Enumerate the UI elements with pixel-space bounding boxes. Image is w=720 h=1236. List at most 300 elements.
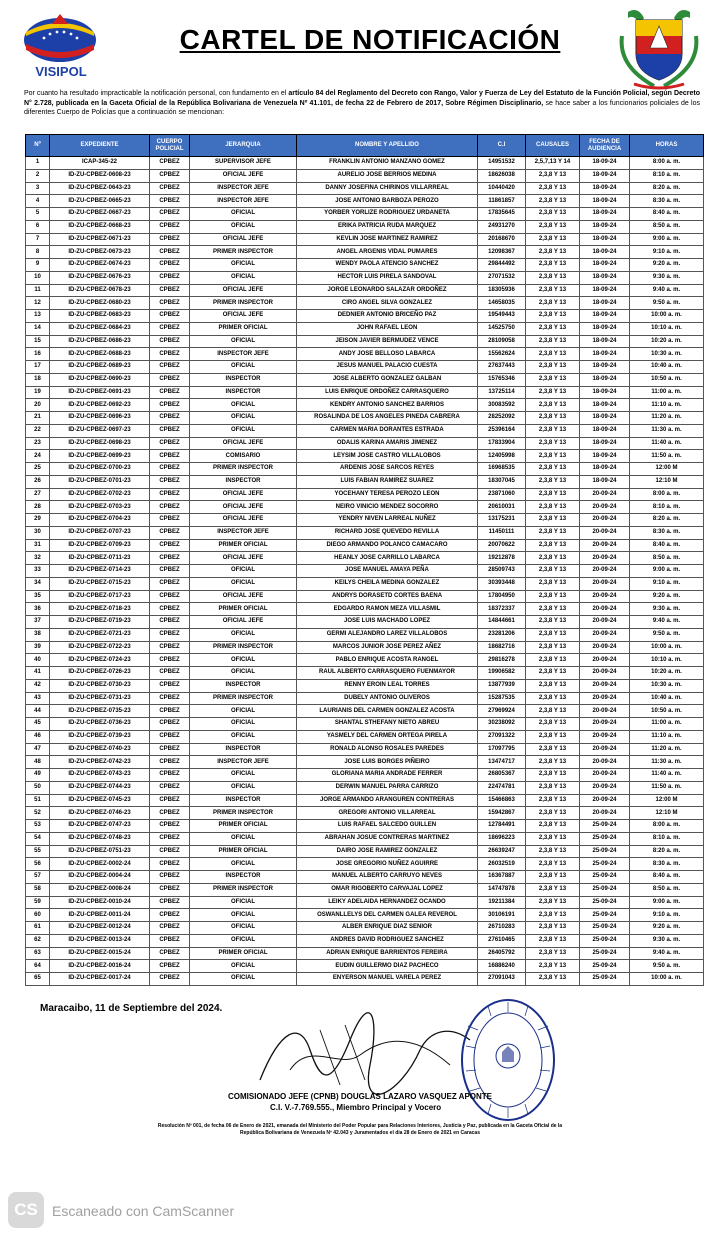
table-cell: 8:50 a. m. bbox=[630, 552, 704, 565]
table-row bbox=[26, 922, 704, 935]
place-and-date: Maracaibo, 11 de Septiembre del 2024. bbox=[40, 1003, 223, 1014]
table-cell: ID-ZU-CPBEZ-0696-23 bbox=[50, 412, 150, 425]
table-cell: ID-ZU-CPBEZ-0671-23 bbox=[50, 233, 150, 246]
table-cell: YORBER YORLIZE RODRIGUEZ URDANETA bbox=[297, 208, 478, 221]
table-cell: CPBEZ bbox=[150, 565, 190, 578]
table-cell: 8:30 a. m. bbox=[630, 526, 704, 539]
table-cell: 28109058 bbox=[478, 335, 526, 348]
table-cell: CPBEZ bbox=[150, 169, 190, 182]
table-cell: CPBEZ bbox=[150, 756, 190, 769]
table-cell: PABLO ENRIQUE ACOSTA RANGEL bbox=[297, 654, 478, 667]
table-cell: 43 bbox=[26, 692, 50, 705]
table-cell: OFICIAL bbox=[190, 335, 297, 348]
table-cell: CPBEZ bbox=[150, 514, 190, 527]
table-cell: INSPECTOR bbox=[190, 386, 297, 399]
table-cell: RENNY EROIN LEAL TORRES bbox=[297, 679, 478, 692]
table-cell: 20-09-24 bbox=[580, 616, 630, 629]
table-cell: 18-09-24 bbox=[580, 450, 630, 463]
table-cell: 14844661 bbox=[478, 616, 526, 629]
table-cell: OFICIAL JEFE bbox=[190, 169, 297, 182]
table-row bbox=[26, 858, 704, 871]
table-cell: CPBEZ bbox=[150, 781, 190, 794]
table-cell: OFICIAL bbox=[190, 832, 297, 845]
table-cell: LEIKY ADELAIDA HERNANDEZ OCANDO bbox=[297, 896, 478, 909]
table-cell: 18372337 bbox=[478, 603, 526, 616]
table-cell: ID-ZU-CPBEZ-0667-23 bbox=[50, 208, 150, 221]
table-cell: 14747878 bbox=[478, 883, 526, 896]
table-cell: 2,3,8 Y 13 bbox=[526, 195, 580, 208]
table-cell: 20-09-24 bbox=[580, 705, 630, 718]
table-cell: 19211384 bbox=[478, 896, 526, 909]
table-cell: 2,3,8 Y 13 bbox=[526, 845, 580, 858]
table-cell: SUPERVISOR JEFE bbox=[190, 157, 297, 170]
table-cell: 63 bbox=[26, 947, 50, 960]
table-cell: JEISON JAVIER BERMUDEZ VENCE bbox=[297, 335, 478, 348]
table-cell: 2,3,8 Y 13 bbox=[526, 373, 580, 386]
table-cell: OFICIAL JEFE bbox=[190, 552, 297, 565]
table-cell: 9:50 a. m. bbox=[630, 960, 704, 973]
table-cell: OFICIAL JEFE bbox=[190, 437, 297, 450]
table-row bbox=[26, 616, 704, 629]
table-row bbox=[26, 603, 704, 616]
table-cell: LAURIANIS DEL CARMEN GONZALEZ ACOSTA bbox=[297, 705, 478, 718]
table-cell: 8:10 a. m. bbox=[630, 169, 704, 182]
table-cell: 21 bbox=[26, 412, 50, 425]
table-cell: ANGEL ARGENIS VIDAL PUMARES bbox=[297, 246, 478, 259]
table-cell: ID-ZU-CPBEZ-0717-23 bbox=[50, 590, 150, 603]
table-row bbox=[26, 565, 704, 578]
table-cell: 13725114 bbox=[478, 386, 526, 399]
table-cell: ID-ZU-CPBEZ-0668-23 bbox=[50, 220, 150, 233]
table-cell: OFICIAL bbox=[190, 654, 297, 667]
table-row bbox=[26, 590, 704, 603]
table-row bbox=[26, 896, 704, 909]
column-header: CAUSALES bbox=[526, 135, 580, 157]
table-cell: COMISARIO bbox=[190, 450, 297, 463]
table-cell: 48 bbox=[26, 756, 50, 769]
table-cell: ICAP-345-22 bbox=[50, 157, 150, 170]
table-cell: CPBEZ bbox=[150, 718, 190, 731]
table-cell: 34 bbox=[26, 577, 50, 590]
table-cell: ID-ZU-CPBEZ-0743-23 bbox=[50, 769, 150, 782]
table-cell: 52 bbox=[26, 807, 50, 820]
table-cell: 29 bbox=[26, 514, 50, 527]
table-cell: CPBEZ bbox=[150, 373, 190, 386]
table-cell: 6 bbox=[26, 220, 50, 233]
table-cell: ID-ZU-CPBEZ-0739-23 bbox=[50, 730, 150, 743]
table-cell: 2,3,8 Y 13 bbox=[526, 909, 580, 922]
table-cell: 33 bbox=[26, 565, 50, 578]
table-cell: ID-ZU-CPBEZ-0691-23 bbox=[50, 386, 150, 399]
table-cell: PRIMER INSPECTOR bbox=[190, 883, 297, 896]
table-cell: 15 bbox=[26, 335, 50, 348]
table-row bbox=[26, 539, 704, 552]
table-cell: 10 bbox=[26, 271, 50, 284]
table-cell: 20-09-24 bbox=[580, 641, 630, 654]
table-cell: 32 bbox=[26, 552, 50, 565]
table-cell: HECTOR LUIS PIRELA SANDOVAL bbox=[297, 271, 478, 284]
table-row bbox=[26, 654, 704, 667]
table-cell: CPBEZ bbox=[150, 820, 190, 833]
table-cell: 8:20 a. m. bbox=[630, 514, 704, 527]
table-cell: 2,3,8 Y 13 bbox=[526, 412, 580, 425]
table-cell: 55 bbox=[26, 845, 50, 858]
table-cell: 9:00 a. m. bbox=[630, 233, 704, 246]
table-cell: 8:00 a. m. bbox=[630, 157, 704, 170]
table-cell: ALBER ENRIQUE DIAZ SENIOR bbox=[297, 922, 478, 935]
table-cell: 12:00 M bbox=[630, 463, 704, 476]
table-cell: 12:00 M bbox=[630, 794, 704, 807]
table-cell: 18-09-24 bbox=[580, 233, 630, 246]
table-cell: 27 bbox=[26, 488, 50, 501]
table-cell: 25-09-24 bbox=[580, 960, 630, 973]
table-cell: ID-ZU-CPBEZ-0722-23 bbox=[50, 641, 150, 654]
table-cell: 23 bbox=[26, 437, 50, 450]
table-cell: CPBEZ bbox=[150, 335, 190, 348]
table-row bbox=[26, 845, 704, 858]
column-header: CUERPO POLICIAL bbox=[150, 135, 190, 157]
table-cell: DANNY JOSEFINA CHIRINOS VILLARREAL bbox=[297, 182, 478, 195]
table-cell: 11:40 a. m. bbox=[630, 769, 704, 782]
table-cell: 18-09-24 bbox=[580, 157, 630, 170]
table-cell: 2,3,8 Y 13 bbox=[526, 781, 580, 794]
table-row bbox=[26, 973, 704, 986]
table-cell: DERWIN MANUEL PARRA CARRIZO bbox=[297, 781, 478, 794]
table-cell: CPBEZ bbox=[150, 730, 190, 743]
table-cell: NEIRO VINICIO MENDEZ SOCORRO bbox=[297, 501, 478, 514]
table-cell: OFICIAL JEFE bbox=[190, 233, 297, 246]
table-cell: OFICIAL JEFE bbox=[190, 501, 297, 514]
table-cell: RAUL ALBERTO CARRASQUERO FUENMAYOR bbox=[297, 667, 478, 680]
table-cell: CPBEZ bbox=[150, 743, 190, 756]
table-row bbox=[26, 361, 704, 374]
table-cell: KEILYS CHEILA MEDINA GONZALEZ bbox=[297, 577, 478, 590]
table-cell: CPBEZ bbox=[150, 271, 190, 284]
table-cell: 64 bbox=[26, 960, 50, 973]
table-cell: LUIS FABIAN RAMIREZ SUAREZ bbox=[297, 475, 478, 488]
table-cell: 2,3,8 Y 13 bbox=[526, 539, 580, 552]
table-cell: 2,3,8 Y 13 bbox=[526, 973, 580, 986]
table-cell: 2,3,8 Y 13 bbox=[526, 488, 580, 501]
table-cell: 30238092 bbox=[478, 718, 526, 731]
table-cell: ID-ZU-CPBEZ-0674-23 bbox=[50, 259, 150, 272]
table-cell: 9:30 a. m. bbox=[630, 934, 704, 947]
visipol-logo bbox=[16, 10, 106, 82]
table-cell: 2,3,8 Y 13 bbox=[526, 807, 580, 820]
table-row bbox=[26, 820, 704, 833]
table-cell: OMAR RIGOBERTO CARVAJAL LOPEZ bbox=[297, 883, 478, 896]
table-row bbox=[26, 832, 704, 845]
table-cell: 18-09-24 bbox=[580, 424, 630, 437]
table-cell: INSPECTOR JEFE bbox=[190, 182, 297, 195]
table-cell: ID-ZU-CPBEZ-0709-23 bbox=[50, 539, 150, 552]
table-cell: 19906582 bbox=[478, 667, 526, 680]
table-cell: 36 bbox=[26, 603, 50, 616]
table-cell: 27071532 bbox=[478, 271, 526, 284]
table-cell: 17833904 bbox=[478, 437, 526, 450]
table-cell: 15287535 bbox=[478, 692, 526, 705]
table-cell: 47 bbox=[26, 743, 50, 756]
table-row bbox=[26, 501, 704, 514]
table-cell: 18-09-24 bbox=[580, 195, 630, 208]
table-cell: 28509743 bbox=[478, 565, 526, 578]
table-cell: 9:40 a. m. bbox=[630, 616, 704, 629]
table-cell: 18-09-24 bbox=[580, 259, 630, 272]
table-cell: 2,3,8 Y 13 bbox=[526, 616, 580, 629]
table-cell: 2,3,8 Y 13 bbox=[526, 437, 580, 450]
table-cell: PRIMER OFICIAL bbox=[190, 603, 297, 616]
table-cell: CPBEZ bbox=[150, 858, 190, 871]
table-cell: 11861857 bbox=[478, 195, 526, 208]
table-cell: CPBEZ bbox=[150, 386, 190, 399]
table-row bbox=[26, 182, 704, 195]
table-cell: 8:20 a. m. bbox=[630, 182, 704, 195]
table-cell: ID-ZU-CPBEZ-0698-23 bbox=[50, 437, 150, 450]
table-cell: 8:40 a. m. bbox=[630, 871, 704, 884]
table-cell: CPBEZ bbox=[150, 628, 190, 641]
table-cell: CPBEZ bbox=[150, 641, 190, 654]
table-cell: 26405792 bbox=[478, 947, 526, 960]
table-cell: 2,3,8 Y 13 bbox=[526, 603, 580, 616]
table-cell: YASMELY DEL CARMEN ORTEGA PIRELA bbox=[297, 730, 478, 743]
table-cell: OFICIAL bbox=[190, 628, 297, 641]
table-cell: 25-09-24 bbox=[580, 820, 630, 833]
table-cell: 11:20 a. m. bbox=[630, 743, 704, 756]
table-cell: CPBEZ bbox=[150, 182, 190, 195]
table-row bbox=[26, 718, 704, 731]
table-cell: 25-09-24 bbox=[580, 973, 630, 986]
table-cell: 45 bbox=[26, 718, 50, 731]
table-cell: ID-ZU-CPBEZ-0744-23 bbox=[50, 781, 150, 794]
table-cell: 2,3,8 Y 13 bbox=[526, 641, 580, 654]
table-cell: CPBEZ bbox=[150, 399, 190, 412]
table-cell: 10440420 bbox=[478, 182, 526, 195]
table-cell: 29844492 bbox=[478, 259, 526, 272]
table-cell: MANUEL ALBERTO CARRUYO NEVES bbox=[297, 871, 478, 884]
table-cell: 58 bbox=[26, 883, 50, 896]
handwritten-signature bbox=[250, 1010, 480, 1100]
table-cell: CPBEZ bbox=[150, 590, 190, 603]
table-cell: ID-ZU-CPBEZ-0751-23 bbox=[50, 845, 150, 858]
table-cell: 2,3,8 Y 13 bbox=[526, 463, 580, 476]
table-row bbox=[26, 437, 704, 450]
table-cell: ODALIS KARINA AMARIS JIMENEZ bbox=[297, 437, 478, 450]
table-cell: PRIMER INSPECTOR bbox=[190, 297, 297, 310]
table-cell: CPBEZ bbox=[150, 871, 190, 884]
table-cell: 35 bbox=[26, 590, 50, 603]
table-cell: AURELIO JOSE BERRIOS MEDINA bbox=[297, 169, 478, 182]
table-cell: 13175231 bbox=[478, 514, 526, 527]
table-cell: GREGORI ANTONIO VILLARREAL bbox=[297, 807, 478, 820]
table-cell: 12784491 bbox=[478, 820, 526, 833]
table-cell: 10:00 a. m. bbox=[630, 310, 704, 323]
table-cell: CARMEN MARIA DORANTES ESTRADA bbox=[297, 424, 478, 437]
camscanner-watermark bbox=[0, 1188, 720, 1236]
table-cell: OFICIAL bbox=[190, 208, 297, 221]
table-cell: 10:40 a. m. bbox=[630, 361, 704, 374]
table-cell: ID-ZU-CPBEZ-0678-23 bbox=[50, 284, 150, 297]
table-cell: 2,3,8 Y 13 bbox=[526, 450, 580, 463]
table-cell: 59 bbox=[26, 896, 50, 909]
table-cell: CPBEZ bbox=[150, 616, 190, 629]
table-cell: ID-ZU-CPBEZ-0017-24 bbox=[50, 973, 150, 986]
table-row bbox=[26, 373, 704, 386]
table-cell: 26032519 bbox=[478, 858, 526, 871]
table-cell: ID-ZU-CPBEZ-0676-23 bbox=[50, 271, 150, 284]
table-cell: ROSALINDA DE LOS ANGELES PINEDA CABRERA bbox=[297, 412, 478, 425]
table-cell: PRIMER INSPECTOR bbox=[190, 463, 297, 476]
table-cell: 18696223 bbox=[478, 832, 526, 845]
table-cell: 20-09-24 bbox=[580, 603, 630, 616]
table-cell: OFICIAL bbox=[190, 667, 297, 680]
table-cell: ID-ZU-CPBEZ-0686-23 bbox=[50, 335, 150, 348]
table-cell: ENYERSON MANUEL VARELA PEREZ bbox=[297, 973, 478, 986]
table-cell: 13474717 bbox=[478, 756, 526, 769]
table-cell: 18-09-24 bbox=[580, 463, 630, 476]
table-cell: 10:40 a. m. bbox=[630, 692, 704, 705]
table-row bbox=[26, 947, 704, 960]
table-cell: JESUS MANUEL PALACIO CUESTA bbox=[297, 361, 478, 374]
table-cell: INSPECTOR bbox=[190, 743, 297, 756]
table-cell: 9:10 a. m. bbox=[630, 577, 704, 590]
table-cell: 20-09-24 bbox=[580, 807, 630, 820]
table-row bbox=[26, 769, 704, 782]
table-cell: 25-09-24 bbox=[580, 934, 630, 947]
table-cell: 24931270 bbox=[478, 220, 526, 233]
table-cell: ID-ZU-CPBEZ-0699-23 bbox=[50, 450, 150, 463]
table-cell: YOCEHANY TERESA PEROZO LEON bbox=[297, 488, 478, 501]
table-cell: 57 bbox=[26, 871, 50, 884]
table-cell: 20-09-24 bbox=[580, 692, 630, 705]
table-cell: ID-ZU-CPBEZ-0011-24 bbox=[50, 909, 150, 922]
table-cell: 27091043 bbox=[478, 973, 526, 986]
table-cell: 18-09-24 bbox=[580, 348, 630, 361]
table-cell: 2,3,8 Y 13 bbox=[526, 169, 580, 182]
table-cell: 13877939 bbox=[478, 679, 526, 692]
table-cell: 9:00 a. m. bbox=[630, 896, 704, 909]
table-cell: 2,3,8 Y 13 bbox=[526, 756, 580, 769]
table-cell: 8:50 a. m. bbox=[630, 220, 704, 233]
table-cell: CPBEZ bbox=[150, 973, 190, 986]
table-cell: INSPECTOR JEFE bbox=[190, 195, 297, 208]
table-cell: 26805367 bbox=[478, 769, 526, 782]
table-cell: 10:50 a. m. bbox=[630, 373, 704, 386]
table-cell: 20-09-24 bbox=[580, 514, 630, 527]
table-cell: OFICIAL bbox=[190, 896, 297, 909]
table-cell: CPBEZ bbox=[150, 501, 190, 514]
table-cell: ID-ZU-CPBEZ-0697-23 bbox=[50, 424, 150, 437]
table-cell: ID-ZU-CPBEZ-0013-24 bbox=[50, 934, 150, 947]
table-cell: 2,3,8 Y 13 bbox=[526, 475, 580, 488]
table-cell: ID-ZU-CPBEZ-0746-23 bbox=[50, 807, 150, 820]
table-row bbox=[26, 679, 704, 692]
table-cell: EUDIN GUILLERMO DIAZ PACHECO bbox=[297, 960, 478, 973]
table-row bbox=[26, 692, 704, 705]
table-cell: CPBEZ bbox=[150, 526, 190, 539]
table-cell: 60 bbox=[26, 909, 50, 922]
table-cell: 19212878 bbox=[478, 552, 526, 565]
table-cell: 11:50 a. m. bbox=[630, 450, 704, 463]
column-header: NOMBRE Y APELLIDO bbox=[297, 135, 478, 157]
table-cell: 25-09-24 bbox=[580, 858, 630, 871]
table-row bbox=[26, 552, 704, 565]
table-cell: 15765346 bbox=[478, 373, 526, 386]
table-cell: 11:40 a. m. bbox=[630, 437, 704, 450]
table-row bbox=[26, 756, 704, 769]
table-cell: ID-ZU-CPBEZ-0714-23 bbox=[50, 565, 150, 578]
table-cell: 25-09-24 bbox=[580, 871, 630, 884]
table-cell: 2,3,8 Y 13 bbox=[526, 794, 580, 807]
table-cell: 9:30 a. m. bbox=[630, 603, 704, 616]
table-cell: CPBEZ bbox=[150, 412, 190, 425]
table-cell: 2,3,8 Y 13 bbox=[526, 526, 580, 539]
table-cell: 10:00 a. m. bbox=[630, 641, 704, 654]
table-cell: 23281206 bbox=[478, 628, 526, 641]
table-cell: CPBEZ bbox=[150, 667, 190, 680]
table-cell: INSPECTOR bbox=[190, 475, 297, 488]
table-cell: CPBEZ bbox=[150, 603, 190, 616]
table-cell: OFICIAL bbox=[190, 361, 297, 374]
table-cell: JORGE ARMANDO ARANGUREN CONTRERAS bbox=[297, 794, 478, 807]
table-cell: 20-09-24 bbox=[580, 539, 630, 552]
table-row bbox=[26, 934, 704, 947]
table-cell: INSPECTOR JEFE bbox=[190, 756, 297, 769]
table-cell: PRIMER INSPECTOR bbox=[190, 692, 297, 705]
table-cell: ID-ZU-CPBEZ-0736-23 bbox=[50, 718, 150, 731]
table-cell: 16 bbox=[26, 348, 50, 361]
table-cell: OFICIAL bbox=[190, 973, 297, 986]
table-cell: 9:10 a. m. bbox=[630, 246, 704, 259]
intro-text-2: artículo 84 del Reglamento del Decreto con Rango, Valor y Fuerza de Ley del Estatuto de la Función Policial, según Decreto N° 2.728, publicada en la Gaceta Oficial de la República Bolivariana de Venezuela Nº 41.101, de fecha 22 de Febrero de 2017, Sobre Régimen Disciplinario, bbox=[24, 90, 701, 107]
table-cell: CPBEZ bbox=[150, 845, 190, 858]
table-cell: 2,3,8 Y 13 bbox=[526, 361, 580, 374]
table-cell: 18-09-24 bbox=[580, 182, 630, 195]
table-row bbox=[26, 641, 704, 654]
table-cell: 25-09-24 bbox=[580, 896, 630, 909]
table-cell: 20-09-24 bbox=[580, 590, 630, 603]
table-cell: 11:30 a. m. bbox=[630, 424, 704, 437]
table-cell: 10:30 a. m. bbox=[630, 348, 704, 361]
table-cell: 25-09-24 bbox=[580, 832, 630, 845]
table-row bbox=[26, 960, 704, 973]
table-cell: 2,3,8 Y 13 bbox=[526, 705, 580, 718]
table-cell: 20-09-24 bbox=[580, 756, 630, 769]
table-cell: ID-ZU-CPBEZ-0016-24 bbox=[50, 960, 150, 973]
table-cell: ID-ZU-CPBEZ-0724-23 bbox=[50, 654, 150, 667]
table-cell: CPBEZ bbox=[150, 475, 190, 488]
signer-name: COMISIONADO JEFE (CPNB) DOUGLAS LAZARO VASQUEZ APONTE bbox=[228, 1092, 493, 1101]
table-row bbox=[26, 157, 704, 170]
column-header: C.I bbox=[478, 135, 526, 157]
table-cell: PRIMER INSPECTOR bbox=[190, 807, 297, 820]
table-cell: CPBEZ bbox=[150, 157, 190, 170]
table-row bbox=[26, 233, 704, 246]
table-cell: 20-09-24 bbox=[580, 743, 630, 756]
table-cell: 2,3,8 Y 13 bbox=[526, 858, 580, 871]
table-cell: 11:10 a. m. bbox=[630, 399, 704, 412]
table-cell: 2,3,8 Y 13 bbox=[526, 386, 580, 399]
table-cell: ID-ZU-CPBEZ-0730-23 bbox=[50, 679, 150, 692]
table-cell: 25-09-24 bbox=[580, 909, 630, 922]
table-cell: 27610465 bbox=[478, 934, 526, 947]
table-cell: OFICIAL bbox=[190, 220, 297, 233]
table-cell: 12:10 M bbox=[630, 807, 704, 820]
table-cell: ID-ZU-CPBEZ-0015-24 bbox=[50, 947, 150, 960]
table-cell: 31 bbox=[26, 539, 50, 552]
table-cell: PRIMER OFICIAL bbox=[190, 322, 297, 335]
table-row bbox=[26, 909, 704, 922]
table-cell: 28 bbox=[26, 501, 50, 514]
